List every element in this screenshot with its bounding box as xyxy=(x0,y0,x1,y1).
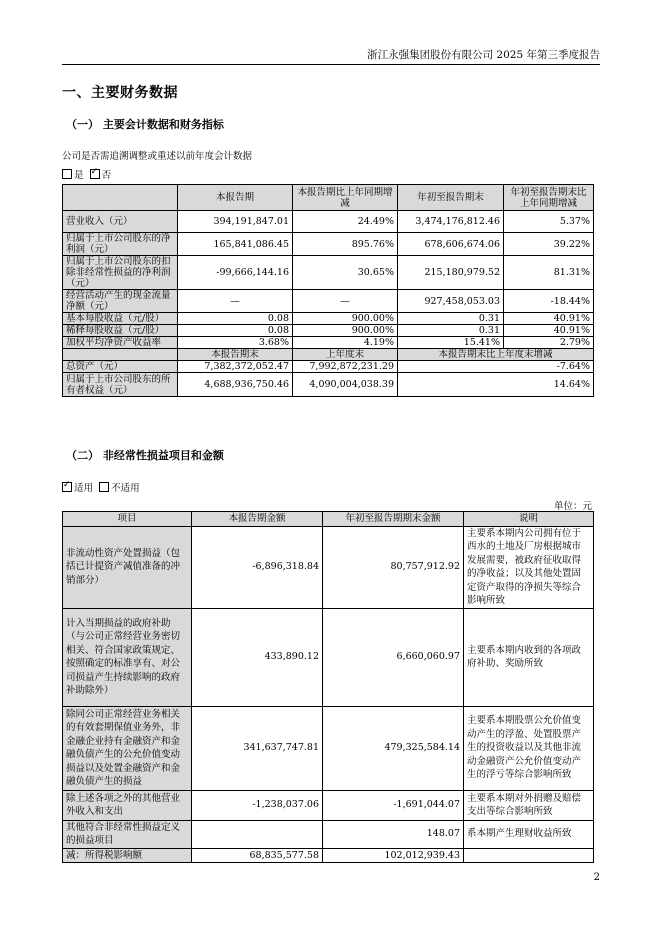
column-header: 项目 xyxy=(63,512,192,527)
table-row xyxy=(63,256,594,290)
table-cell: 900.00% xyxy=(293,313,398,325)
table-cell: 102,012,939.43 xyxy=(323,848,464,863)
row-label: 计入当期损益的政府补助（与公司正常经营业务密切相关、符合国家政策规定、按照确定的标准享有、对公司损益产生持续影响的政府补助除外） xyxy=(63,608,192,706)
explanation-cell: 主要系本期股票公允价值变动产生的浮盈、处置股票产生的投资收益以及其他非流动金融资产公允价值变动产生的浮亏等综合影响所致 xyxy=(464,706,594,790)
subsection-title-1: （一） 主要会计数据和财务指标 xyxy=(66,118,224,131)
table-cell: 40.91% xyxy=(504,325,594,337)
table-cell: 2.79% xyxy=(504,337,594,349)
checkbox-not-applicable-icon[interactable] xyxy=(99,482,109,492)
row-label: 营业收入（元） xyxy=(63,211,178,233)
row-label: 减：所得税影响额 xyxy=(63,848,192,863)
table-cell: 3.68% xyxy=(178,337,293,349)
row-label: 加权平均净资产收益率 xyxy=(63,337,178,349)
table-row xyxy=(63,706,594,790)
table-cell: 900.00% xyxy=(293,325,398,337)
table-cell: -6,896,318.84 xyxy=(192,526,323,608)
table-row xyxy=(63,313,594,325)
table-cell: 0.08 xyxy=(178,313,293,325)
row-label: 归属于上市公司股东的净利润（元） xyxy=(63,233,178,256)
table-cell: 24.49% xyxy=(293,211,398,233)
row-label: 除上述各项之外的其他营业外收入和支出 xyxy=(63,790,192,820)
column-header: 本报告期 xyxy=(178,185,293,211)
table-cell: 927,458,053.03 xyxy=(398,290,504,313)
table-cell: -7.64% xyxy=(398,361,594,373)
table-cell: 5.37% xyxy=(504,211,594,233)
applicable-options xyxy=(62,480,140,494)
table-cell: 30.65% xyxy=(293,256,398,290)
table-cell: 0.31 xyxy=(398,325,504,337)
row-label: 归属于上市公司股东的所有者权益（元） xyxy=(63,373,178,397)
table-cell: 68,835,577.58 xyxy=(192,848,323,863)
option-no-label: 否 xyxy=(101,170,112,181)
table-cell: -1,238,037.06 xyxy=(192,790,323,820)
table-header-row-2 xyxy=(63,349,594,361)
report-header: 浙江永强集团股份有限公司 2025 年第三季度报告 xyxy=(367,49,600,61)
explanation-cell: 主要系本期对外捐赠及赔偿支出等综合影响所致 xyxy=(464,790,594,820)
row-label: 非流动性资产处置损益（包括已计提资产减值准备的冲销部分） xyxy=(63,526,192,608)
explanation-cell: 系本期产生理财收益所致 xyxy=(464,820,594,848)
section-title: 一、主要财务数据 xyxy=(62,85,178,101)
table-header-row xyxy=(63,512,594,527)
column-header: 说明 xyxy=(464,512,594,527)
header-rule xyxy=(62,64,600,65)
table-cell: 4.19% xyxy=(293,337,398,349)
table-row xyxy=(63,608,594,706)
subsection-title-2: （二） 非经常性损益项目和金额 xyxy=(66,449,224,462)
table-row xyxy=(63,233,594,256)
checkbox-applicable-checked-icon[interactable] xyxy=(62,482,72,492)
explanation-cell xyxy=(464,848,594,863)
table-row xyxy=(63,361,594,373)
table-cell: 148.07 xyxy=(323,820,464,848)
table-cell: — xyxy=(293,290,398,313)
table-cell: 678,606,674.06 xyxy=(398,233,504,256)
table-cell: -99,666,144.16 xyxy=(178,256,293,290)
table-cell: 0.31 xyxy=(398,313,504,325)
table-cell: 6,660,060.97 xyxy=(323,608,464,706)
table-cell: 433,890.12 xyxy=(192,608,323,706)
table-header-row xyxy=(63,185,594,211)
column-header: 本报告期末比上年度末增减 xyxy=(398,349,594,361)
option-yes-label: 是 xyxy=(74,170,84,181)
row-label: 归属于上市公司股东的扣除非经常性损益的净利润（元） xyxy=(63,256,178,290)
row-label: 除同公司正常经营业务相关的有效套期保值业务外，非金融企业持有金融资产和金融负债产生的公允价值变动损益以及处置金融资产和金融负债产生的损益 xyxy=(63,706,192,790)
financial-data-table xyxy=(62,184,594,397)
table-cell: 80,757,912.92 xyxy=(323,526,464,608)
page-number: 2 xyxy=(593,872,600,883)
table-row xyxy=(63,526,594,608)
column-header: 本报告期末 xyxy=(178,349,293,361)
table-cell xyxy=(192,820,323,848)
table-cell: 39.22% xyxy=(504,233,594,256)
column-header: 上年度末 xyxy=(293,349,398,361)
table-cell: 3,474,176,812.46 xyxy=(398,211,504,233)
table-row xyxy=(63,211,594,233)
table-cell: 895.76% xyxy=(293,233,398,256)
restatement-options xyxy=(62,167,111,181)
table-row xyxy=(63,373,594,397)
table-row xyxy=(63,290,594,313)
column-header xyxy=(63,185,178,211)
row-label: 其他符合非经常性损益定义的损益项目 xyxy=(63,820,192,848)
column-header xyxy=(63,349,178,361)
table-cell: -1,691,044.07 xyxy=(323,790,464,820)
row-label: 总资产（元） xyxy=(63,361,178,373)
table-cell: 4,090,004,038.39 xyxy=(293,373,398,397)
row-label: 基本每股收益（元/股） xyxy=(63,313,178,325)
table-cell: 14.64% xyxy=(398,373,594,397)
table-cell: 215,180,979.52 xyxy=(398,256,504,290)
explanation-cell: 主要系本期内公司拥有位于西水的土地及厂房根据城市发展需要，被政府征收取得的净收益；以及其他处置固定资产取得的净损失等综合影响所致 xyxy=(464,526,594,608)
table-row xyxy=(63,820,594,848)
table-row xyxy=(63,848,594,863)
column-header: 本报告期金额 xyxy=(192,512,323,527)
non-recurring-items-table xyxy=(62,511,594,863)
row-label: 经营活动产生的现金流量净额（元） xyxy=(63,290,178,313)
table-row xyxy=(63,325,594,337)
table-cell: — xyxy=(178,290,293,313)
checkbox-no-checked-icon[interactable] xyxy=(90,169,100,179)
table-cell: 40.91% xyxy=(504,313,594,325)
table-cell: 394,191,847.01 xyxy=(178,211,293,233)
table-cell: 15.41% xyxy=(398,337,504,349)
table-cell: 165,841,086.45 xyxy=(178,233,293,256)
table-cell: 7,382,372,052.47 xyxy=(178,361,293,373)
column-header: 本报告期比上年同期增减 xyxy=(293,185,398,211)
table-cell: 4,688,936,750.46 xyxy=(178,373,293,397)
restatement-question: 公司是否需追溯调整或重述以前年度会计数据 xyxy=(62,151,253,162)
applicable-label: 适用 xyxy=(74,483,94,494)
table-cell: 341,637,747.81 xyxy=(192,706,323,790)
table-cell: 479,325,584.14 xyxy=(323,706,464,790)
table-cell: 81.31% xyxy=(504,256,594,290)
not-applicable-label: 不适用 xyxy=(111,483,140,494)
table-cell: -18.44% xyxy=(504,290,594,313)
table-row xyxy=(63,790,594,820)
explanation-cell: 主要系本期内收到的各项政府补助、奖励所致 xyxy=(464,608,594,706)
checkbox-yes-icon[interactable] xyxy=(62,169,72,179)
table-cell: 0.08 xyxy=(178,325,293,337)
row-label: 稀释每股收益（元/股） xyxy=(63,325,178,337)
column-header: 年初至报告期期末金额 xyxy=(323,512,464,527)
unit-label: 单位：元 xyxy=(553,501,592,512)
column-header: 年初至报告期末 xyxy=(398,185,504,211)
table-row xyxy=(63,337,594,349)
column-header: 年初至报告期末比上年同期增减 xyxy=(504,185,594,211)
table-cell: 7,992,872,231.29 xyxy=(293,361,398,373)
